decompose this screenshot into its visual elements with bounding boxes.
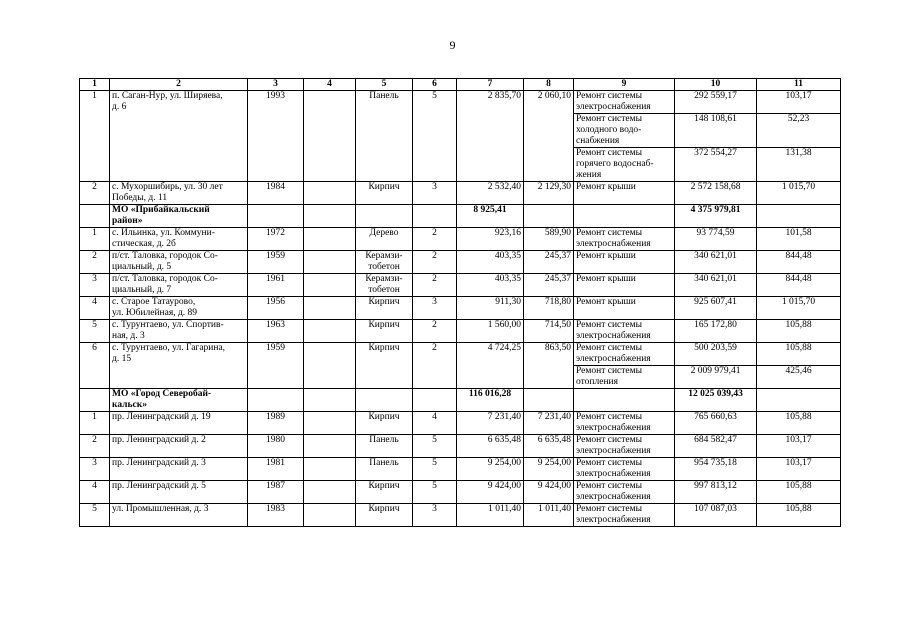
col-header: 6 [413,79,457,91]
empty-cell [304,481,356,504]
year-cell: 1956 [248,297,304,320]
cost-cell: 93 774,59 [675,228,757,251]
work-cell: Ремонт системы отопления [574,366,675,389]
work-cell: Ремонт системы электроснабжения [574,91,675,114]
empty-cell [574,205,675,228]
housing-repair-table [79,78,841,527]
area-total-cell: 7 231,40 [457,412,524,435]
cost-cell: 925 607,41 [675,297,757,320]
cost-cell: 292 559,17 [675,91,757,114]
col-header: 3 [248,79,304,91]
area-living-cell: 245,37 [524,251,574,274]
work-cell: Ремонт крыши [574,182,675,205]
empty-cell [524,205,574,228]
address-cell: пр. Ленинградский д. 3 [110,458,248,481]
unit-cost-cell: 105,88 [757,343,841,366]
work-cell: Ремонт крыши [574,251,675,274]
unit-cost-cell: 105,88 [757,481,841,504]
area-total-cell: 2 835,70 [457,91,524,182]
cost-cell: 2 009 979,41 [675,366,757,389]
row-number: 5 [80,320,110,343]
unit-cost-cell: 103,17 [757,91,841,114]
year-cell: 1961 [248,274,304,297]
unit-cost-cell: 1 015,70 [757,182,841,205]
empty-cell [304,389,356,412]
table-row [80,504,841,527]
year-cell: 1959 [248,251,304,274]
cost-cell: 997 813,12 [675,481,757,504]
empty-cell [304,504,356,527]
floors-cell: 5 [413,91,457,182]
work-cell: Ремонт системы электроснабжения [574,481,675,504]
row-number: 2 [80,435,110,458]
unit-cost-cell: 131,38 [757,148,841,182]
municipality-subtotal-row [80,389,841,412]
cost-cell: 372 554,27 [675,148,757,182]
area-total-cell: 1 560,00 [457,320,524,343]
table-row [80,91,841,114]
unit-cost-cell: 101,58 [757,228,841,251]
table-row [80,228,841,251]
address-cell: с. Ильинка, ул. Коммуни- стическая, д. 2б [110,228,248,251]
col-header: 1 [80,79,110,91]
empty-cell [304,412,356,435]
address-cell: с. Турунтаево, ул. Гагарина, д. 15 [110,343,248,389]
empty-cell [356,205,413,228]
material-cell: Дерево [356,228,413,251]
floors-cell: 4 [413,412,457,435]
unit-cost-cell: 1 015,70 [757,297,841,320]
unit-cost-cell: 844,48 [757,251,841,274]
area-total-cell: 1 011,40 [457,504,524,527]
work-cell: Ремонт системы электроснабжения [574,412,675,435]
material-cell: Панель [356,458,413,481]
cost-cell: 2 572 158,68 [675,182,757,205]
address-cell: с. Турунтаево, ул. Спортив- ная, д. 3 [110,320,248,343]
area-living-cell: 1 011,40 [524,504,574,527]
area-total-cell: 6 635,48 [457,435,524,458]
subtotal-cost: 4 375 979,81 [675,205,757,228]
material-cell: Кирпич [356,297,413,320]
table-row [80,251,841,274]
address-cell: ул. Промышленная, д. 3 [110,504,248,527]
empty-cell [304,182,356,205]
address-cell: п/ст. Таловка, городок Со- циальный, д. 7 [110,274,248,297]
col-header: 2 [110,79,248,91]
area-living-cell: 2 060,10 [524,91,574,182]
row-number: 4 [80,481,110,504]
material-cell: Кирпич [356,182,413,205]
unit-cost-cell: 105,88 [757,320,841,343]
work-cell: Ремонт системы электроснабжения [574,320,675,343]
row-number: 3 [80,274,110,297]
table-row [80,297,841,320]
table-row [80,412,841,435]
unit-cost-cell: 103,17 [757,458,841,481]
empty-cell [757,389,841,412]
col-header: 11 [757,79,841,91]
area-living-cell: 6 635,48 [524,435,574,458]
area-total-cell: 403,35 [457,274,524,297]
floors-cell: 2 [413,343,457,389]
area-total-cell: 9 424,00 [457,481,524,504]
unit-cost-cell: 103,17 [757,435,841,458]
empty-cell [304,91,356,182]
empty-cell [248,205,304,228]
year-cell: 1959 [248,343,304,389]
empty-cell [413,205,457,228]
table-row [80,274,841,297]
empty-cell [80,389,110,412]
unit-cost-cell: 425,46 [757,366,841,389]
table-row [80,458,841,481]
year-cell: 1984 [248,182,304,205]
area-total-cell: 9 254,00 [457,458,524,481]
address-cell: с. Старое Татаурово, ул. Юбилейная, д. 89 [110,297,248,320]
area-total-cell: 2 532,40 [457,182,524,205]
empty-cell [413,389,457,412]
empty-cell [757,205,841,228]
year-cell: 1972 [248,228,304,251]
empty-cell [574,389,675,412]
cost-cell: 500 203,59 [675,343,757,366]
area-living-cell: 2 129,30 [524,182,574,205]
floors-cell: 5 [413,481,457,504]
col-header: 8 [524,79,574,91]
subtotal-cost: 12 025 039,43 [675,389,757,412]
material-cell: Кирпич [356,504,413,527]
table-row [80,343,841,366]
area-total-cell: 911,30 [457,297,524,320]
work-cell: Ремонт системы электроснабжения [574,228,675,251]
col-header: 4 [304,79,356,91]
table-row [80,481,841,504]
cost-cell: 148 108,61 [675,114,757,148]
area-total-cell: 403,35 [457,251,524,274]
col-header: 7 [457,79,524,91]
area-total-cell: 923,16 [457,228,524,251]
year-cell: 1981 [248,458,304,481]
page-number: 9 [449,38,456,52]
work-cell: Ремонт системы электроснабжения [574,458,675,481]
year-cell: 1993 [248,91,304,182]
address-cell: п/ст. Таловка, городок Со- циальный, д. 5 [110,251,248,274]
work-cell: Ремонт крыши [574,297,675,320]
area-living-cell: 714,50 [524,320,574,343]
empty-cell [80,205,110,228]
row-number: 1 [80,228,110,251]
floors-cell: 5 [413,458,457,481]
cost-cell: 165 172,80 [675,320,757,343]
empty-cell [304,435,356,458]
address-cell: пр. Ленинградский д. 2 [110,435,248,458]
empty-cell [304,297,356,320]
floors-cell: 3 [413,297,457,320]
floors-cell: 3 [413,182,457,205]
municipality-title: МО «Город Северобай- кальск» [110,389,248,412]
header-row [80,79,841,91]
empty-cell [304,458,356,481]
row-number: 1 [80,91,110,182]
cost-cell: 684 582,47 [675,435,757,458]
material-cell: Кирпич [356,343,413,389]
floors-cell: 2 [413,320,457,343]
row-number: 5 [80,504,110,527]
work-cell: Ремонт крыши [574,274,675,297]
empty-cell [304,343,356,389]
unit-cost-cell: 105,88 [757,412,841,435]
table-row [80,182,841,205]
row-number: 3 [80,458,110,481]
work-cell: Ремонт системы холодного водо- снабжения [574,114,675,148]
empty-cell [304,228,356,251]
col-header: 9 [574,79,675,91]
area-living-cell: 9 424,00 [524,481,574,504]
empty-cell [304,320,356,343]
material-cell: Керамзи- тобетон [356,274,413,297]
cost-cell: 954 735,18 [675,458,757,481]
work-cell: Ремонт системы электроснабжения [574,343,675,366]
floors-cell: 5 [413,435,457,458]
unit-cost-cell: 844,48 [757,274,841,297]
empty-cell [248,389,304,412]
row-number: 2 [80,182,110,205]
area-living-cell: 718,80 [524,297,574,320]
material-cell: Кирпич [356,320,413,343]
work-cell: Ремонт системы электроснабжения [574,435,675,458]
row-number: 2 [80,251,110,274]
floors-cell: 3 [413,504,457,527]
area-total-cell: 4 724,25 [457,343,524,389]
empty-cell [304,251,356,274]
municipality-subtotal-row [80,205,841,228]
cost-cell: 765 660,63 [675,412,757,435]
table-row [80,435,841,458]
work-cell: Ремонт системы электроснабжения [574,504,675,527]
year-cell: 1980 [248,435,304,458]
table-row [80,320,841,343]
material-cell: Панель [356,435,413,458]
material-cell: Кирпич [356,412,413,435]
address-cell: пр. Ленинградский д. 19 [110,412,248,435]
year-cell: 1989 [248,412,304,435]
area-living-cell: 7 231,40 [524,412,574,435]
area-living-cell: 863,50 [524,343,574,389]
subtotal-area: 116 016,28 [457,389,524,412]
year-cell: 1983 [248,504,304,527]
year-cell: 1987 [248,481,304,504]
address-cell: с. Мухоршибирь, ул. 30 лет Победы, д. 11 [110,182,248,205]
area-living-cell: 245,37 [524,274,574,297]
row-number: 1 [80,412,110,435]
work-cell: Ремонт системы горячего водоснаб- жения [574,148,675,182]
subtotal-area: 8 925,41 [457,205,524,228]
cost-cell: 340 621,01 [675,251,757,274]
row-number: 4 [80,297,110,320]
material-cell: Панель [356,91,413,182]
year-cell: 1963 [248,320,304,343]
municipality-title: МО «Прибайкальский район» [110,205,248,228]
floors-cell: 2 [413,274,457,297]
empty-cell [304,205,356,228]
empty-cell [356,389,413,412]
unit-cost-cell: 52,23 [757,114,841,148]
address-cell: пр. Ленинградский д. 5 [110,481,248,504]
floors-cell: 2 [413,251,457,274]
floors-cell: 2 [413,228,457,251]
area-living-cell: 9 254,00 [524,458,574,481]
material-cell: Кирпич [356,481,413,504]
area-living-cell: 589,90 [524,228,574,251]
empty-cell [524,389,574,412]
cost-cell: 340 621,01 [675,274,757,297]
address-cell: п. Саган-Нур, ул. Ширяева, д. 6 [110,91,248,182]
row-number: 6 [80,343,110,389]
cost-cell: 107 087,03 [675,504,757,527]
col-header: 10 [675,79,757,91]
material-cell: Керамзи- тобетон [356,251,413,274]
unit-cost-cell: 105,88 [757,504,841,527]
empty-cell [304,274,356,297]
col-header: 5 [356,79,413,91]
